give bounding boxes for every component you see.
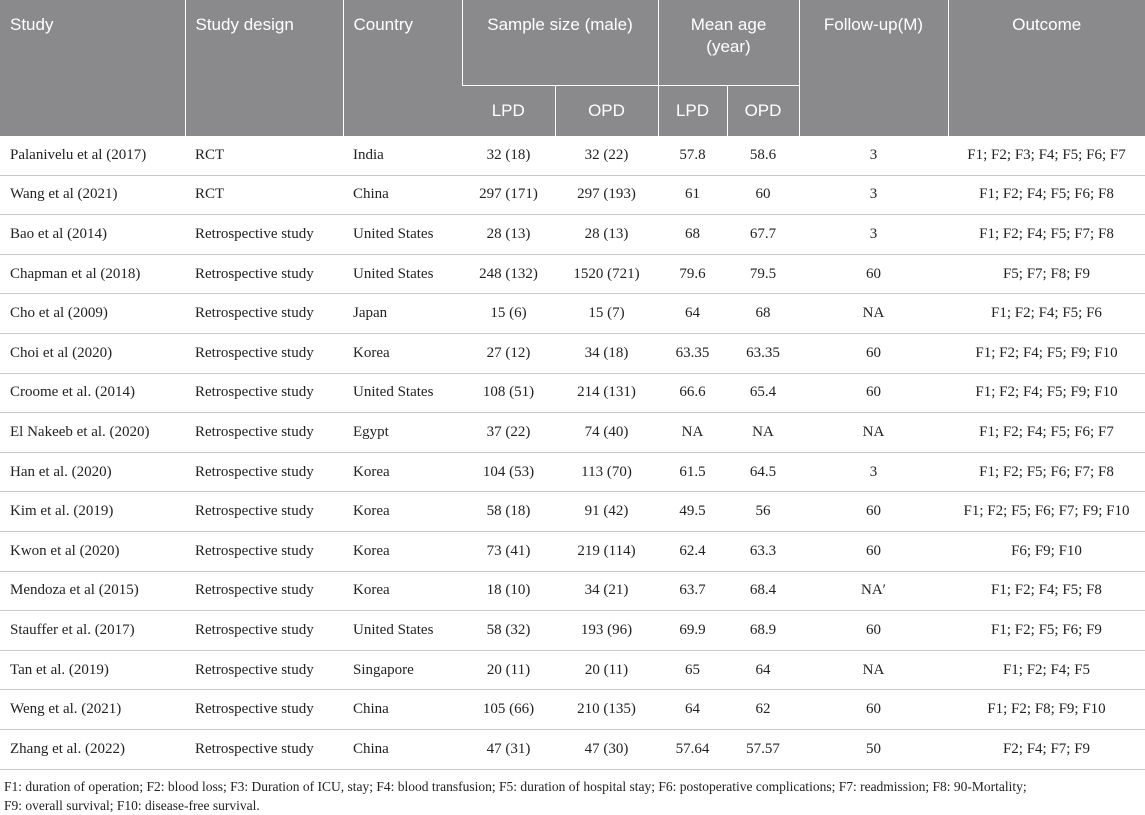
header-outcome: Outcome — [948, 0, 1145, 136]
header-sample-lpd: LPD — [462, 86, 555, 137]
cell-sample-opd: 34 (18) — [555, 333, 658, 373]
cell-outcome: F1; F2; F4; F5; F6; F8 — [948, 175, 1145, 215]
cell-outcome: F1; F2; F4; F5; F9; F10 — [948, 333, 1145, 373]
cell-sample-lpd: 27 (12) — [462, 333, 555, 373]
cell-age-lpd: 49.5 — [658, 492, 727, 532]
header-country: Country — [343, 0, 462, 136]
cell-design: Retrospective study — [185, 531, 343, 571]
cell-age-opd: 62 — [727, 690, 799, 730]
cell-outcome: F5; F7; F8; F9 — [948, 254, 1145, 294]
cell-follow-up: 3 — [799, 175, 948, 215]
cell-sample-lpd: 248 (132) — [462, 254, 555, 294]
cell-outcome: F1; F2; F8; F9; F10 — [948, 690, 1145, 730]
cell-country: Korea — [343, 452, 462, 492]
cell-sample-opd: 28 (13) — [555, 215, 658, 255]
cell-design: Retrospective study — [185, 650, 343, 690]
table-row — [0, 175, 1145, 215]
cell-sample-lpd: 104 (53) — [462, 452, 555, 492]
table-row — [0, 650, 1145, 690]
cell-sample-lpd: 73 (41) — [462, 531, 555, 571]
table-row — [0, 333, 1145, 373]
cell-sample-opd: 20 (11) — [555, 650, 658, 690]
cell-follow-up: NA — [799, 413, 948, 453]
cell-study: Choi et al (2020) — [0, 333, 185, 373]
table-body — [0, 136, 1145, 769]
cell-follow-up: 60 — [799, 611, 948, 651]
cell-age-lpd: 69.9 — [658, 611, 727, 651]
cell-design: Retrospective study — [185, 333, 343, 373]
cell-sample-lpd: 18 (10) — [462, 571, 555, 611]
cell-age-lpd: 62.4 — [658, 531, 727, 571]
cell-outcome: F1; F2; F4; F5; F8 — [948, 571, 1145, 611]
cell-outcome: F6; F9; F10 — [948, 531, 1145, 571]
cell-sample-opd: 34 (21) — [555, 571, 658, 611]
cell-sample-opd: 193 (96) — [555, 611, 658, 651]
cell-sample-opd: 15 (7) — [555, 294, 658, 334]
cell-study: Han et al. (2020) — [0, 452, 185, 492]
cell-study: Croome et al. (2014) — [0, 373, 185, 413]
cell-outcome: F1; F2; F4; F5; F6 — [948, 294, 1145, 334]
cell-country: Korea — [343, 333, 462, 373]
cell-age-lpd: 64 — [658, 690, 727, 730]
cell-follow-up: 3 — [799, 136, 948, 175]
cell-outcome: F1; F2; F4; F5; F7; F8 — [948, 215, 1145, 255]
cell-age-lpd: 68 — [658, 215, 727, 255]
cell-design: Retrospective study — [185, 492, 343, 532]
cell-age-opd: 63.3 — [727, 531, 799, 571]
cell-age-opd: 68 — [727, 294, 799, 334]
cell-sample-opd: 210 (135) — [555, 690, 658, 730]
cell-age-opd: 65.4 — [727, 373, 799, 413]
table-row — [0, 611, 1145, 651]
cell-design: Retrospective study — [185, 413, 343, 453]
cell-age-lpd: 57.64 — [658, 729, 727, 769]
cell-sample-opd: 47 (30) — [555, 729, 658, 769]
cell-sample-opd: 214 (131) — [555, 373, 658, 413]
cell-country: Korea — [343, 571, 462, 611]
cell-age-opd: 68.9 — [727, 611, 799, 651]
header-sample-opd: OPD — [555, 86, 658, 137]
cell-study: Kwon et al (2020) — [0, 531, 185, 571]
cell-study: Stauffer et al. (2017) — [0, 611, 185, 651]
cell-sample-opd: 32 (22) — [555, 136, 658, 175]
cell-sample-opd: 1520 (721) — [555, 254, 658, 294]
cell-design: Retrospective study — [185, 254, 343, 294]
cell-design: Retrospective study — [185, 729, 343, 769]
cell-follow-up: 60 — [799, 333, 948, 373]
cell-age-lpd: 61 — [658, 175, 727, 215]
cell-sample-lpd: 58 (32) — [462, 611, 555, 651]
cell-country: India — [343, 136, 462, 175]
cell-follow-up: NA′ — [799, 571, 948, 611]
cell-age-lpd: 79.6 — [658, 254, 727, 294]
cell-outcome: F1; F2; F4; F5; F6; F7 — [948, 413, 1145, 453]
table-row — [0, 413, 1145, 453]
cell-age-lpd: 66.6 — [658, 373, 727, 413]
cell-age-lpd: 65 — [658, 650, 727, 690]
cell-sample-lpd: 28 (13) — [462, 215, 555, 255]
cell-study: Wang et al (2021) — [0, 175, 185, 215]
header-study: Study — [0, 0, 185, 136]
header-follow-up: Follow-up(M) — [799, 0, 948, 136]
table-row — [0, 571, 1145, 611]
cell-study: Weng et al. (2021) — [0, 690, 185, 730]
cell-design: Retrospective study — [185, 571, 343, 611]
cell-sample-lpd: 58 (18) — [462, 492, 555, 532]
cell-study: Zhang et al. (2022) — [0, 729, 185, 769]
cell-age-opd: NA — [727, 413, 799, 453]
cell-follow-up: 60 — [799, 373, 948, 413]
cell-sample-opd: 219 (114) — [555, 531, 658, 571]
cell-age-opd: 64 — [727, 650, 799, 690]
table-row — [0, 215, 1145, 255]
cell-age-opd: 56 — [727, 492, 799, 532]
cell-follow-up: 60 — [799, 254, 948, 294]
cell-design: Retrospective study — [185, 373, 343, 413]
cell-country: China — [343, 690, 462, 730]
cell-study: Kim et al. (2019) — [0, 492, 185, 532]
cell-outcome: F2; F4; F7; F9 — [948, 729, 1145, 769]
table-row — [0, 492, 1145, 532]
cell-follow-up: 3 — [799, 215, 948, 255]
cell-age-lpd: 61.5 — [658, 452, 727, 492]
cell-follow-up: 3 — [799, 452, 948, 492]
cell-design: Retrospective study — [185, 611, 343, 651]
table-row — [0, 690, 1145, 730]
table-footnote — [0, 770, 1145, 815]
cell-age-lpd: NA — [658, 413, 727, 453]
cell-age-lpd: 64 — [658, 294, 727, 334]
footnote-line-2: F9: overall survival; F10: disease-free survival. — [4, 797, 260, 813]
cell-age-opd: 63.35 — [727, 333, 799, 373]
cell-country: China — [343, 175, 462, 215]
cell-country: United States — [343, 373, 462, 413]
cell-study: Palanivelu et al (2017) — [0, 136, 185, 175]
table-row — [0, 294, 1145, 334]
cell-age-lpd: 63.7 — [658, 571, 727, 611]
cell-country: Egypt — [343, 413, 462, 453]
footnote-line-1: F1: duration of operation; F2: blood loss; F3: Duration of ICU, stay; F4: blood transfusion; F5: duration of hospital stay; F6: postoperative complications; F7: readmission; F8: 90-Mortality; — [4, 778, 1027, 794]
header-mean-age-line1: Mean age — [690, 15, 767, 34]
cell-age-opd: 79.5 — [727, 254, 799, 294]
cell-study: Bao et al (2014) — [0, 215, 185, 255]
cell-country: Singapore — [343, 650, 462, 690]
cell-age-lpd: 63.35 — [658, 333, 727, 373]
header-row-top — [0, 0, 1145, 86]
table-row — [0, 254, 1145, 294]
header-mean-age-line2: (year) — [706, 37, 751, 56]
header-sample-size: Sample size (male) — [462, 0, 658, 86]
header-mean-age — [658, 0, 799, 86]
cell-design: Retrospective study — [185, 294, 343, 334]
cell-outcome: F1; F2; F3; F4; F5; F6; F7 — [948, 136, 1145, 175]
cell-follow-up: NA — [799, 294, 948, 334]
cell-design: RCT — [185, 175, 343, 215]
cell-sample-lpd: 37 (22) — [462, 413, 555, 453]
cell-country: United States — [343, 215, 462, 255]
cell-age-opd: 67.7 — [727, 215, 799, 255]
cell-sample-lpd: 108 (51) — [462, 373, 555, 413]
cell-study: El Nakeeb et al. (2020) — [0, 413, 185, 453]
cell-sample-lpd: 15 (6) — [462, 294, 555, 334]
cell-sample-lpd: 32 (18) — [462, 136, 555, 175]
cell-outcome: F1; F2; F5; F6; F9 — [948, 611, 1145, 651]
cell-outcome: F1; F2; F5; F6; F7; F8 — [948, 452, 1145, 492]
cell-sample-lpd: 297 (171) — [462, 175, 555, 215]
cell-sample-opd: 91 (42) — [555, 492, 658, 532]
cell-age-opd: 68.4 — [727, 571, 799, 611]
cell-follow-up: 60 — [799, 690, 948, 730]
cell-design: Retrospective study — [185, 215, 343, 255]
cell-follow-up: NA — [799, 650, 948, 690]
cell-age-opd: 57.57 — [727, 729, 799, 769]
cell-design: Retrospective study — [185, 690, 343, 730]
cell-country: United States — [343, 254, 462, 294]
cell-age-lpd: 57.8 — [658, 136, 727, 175]
table-header — [0, 0, 1145, 136]
cell-study: Tan et al. (2019) — [0, 650, 185, 690]
cell-outcome: F1; F2; F4; F5 — [948, 650, 1145, 690]
cell-age-opd: 64.5 — [727, 452, 799, 492]
cell-country: Korea — [343, 492, 462, 532]
cell-age-opd: 60 — [727, 175, 799, 215]
cell-study: Cho et al (2009) — [0, 294, 185, 334]
cell-sample-lpd: 47 (31) — [462, 729, 555, 769]
cell-country: United States — [343, 611, 462, 651]
table-row — [0, 729, 1145, 769]
cell-design: RCT — [185, 136, 343, 175]
cell-study: Mendoza et al (2015) — [0, 571, 185, 611]
cell-country: Japan — [343, 294, 462, 334]
cell-follow-up: 60 — [799, 531, 948, 571]
cell-outcome: F1; F2; F4; F5; F9; F10 — [948, 373, 1145, 413]
table-row — [0, 136, 1145, 175]
header-study-design: Study design — [185, 0, 343, 136]
table-row — [0, 452, 1145, 492]
cell-study: Chapman et al (2018) — [0, 254, 185, 294]
cell-sample-opd: 297 (193) — [555, 175, 658, 215]
cell-country: China — [343, 729, 462, 769]
cell-sample-lpd: 105 (66) — [462, 690, 555, 730]
cell-follow-up: 50 — [799, 729, 948, 769]
table-row — [0, 531, 1145, 571]
table-row — [0, 373, 1145, 413]
cell-design: Retrospective study — [185, 452, 343, 492]
header-age-lpd: LPD — [658, 86, 727, 137]
cell-country: Korea — [343, 531, 462, 571]
cell-age-opd: 58.6 — [727, 136, 799, 175]
cell-sample-opd: 113 (70) — [555, 452, 658, 492]
cell-sample-opd: 74 (40) — [555, 413, 658, 453]
header-age-opd: OPD — [727, 86, 799, 137]
cell-follow-up: 60 — [799, 492, 948, 532]
cell-outcome: F1; F2; F5; F6; F7; F9; F10 — [948, 492, 1145, 532]
cell-sample-lpd: 20 (11) — [462, 650, 555, 690]
